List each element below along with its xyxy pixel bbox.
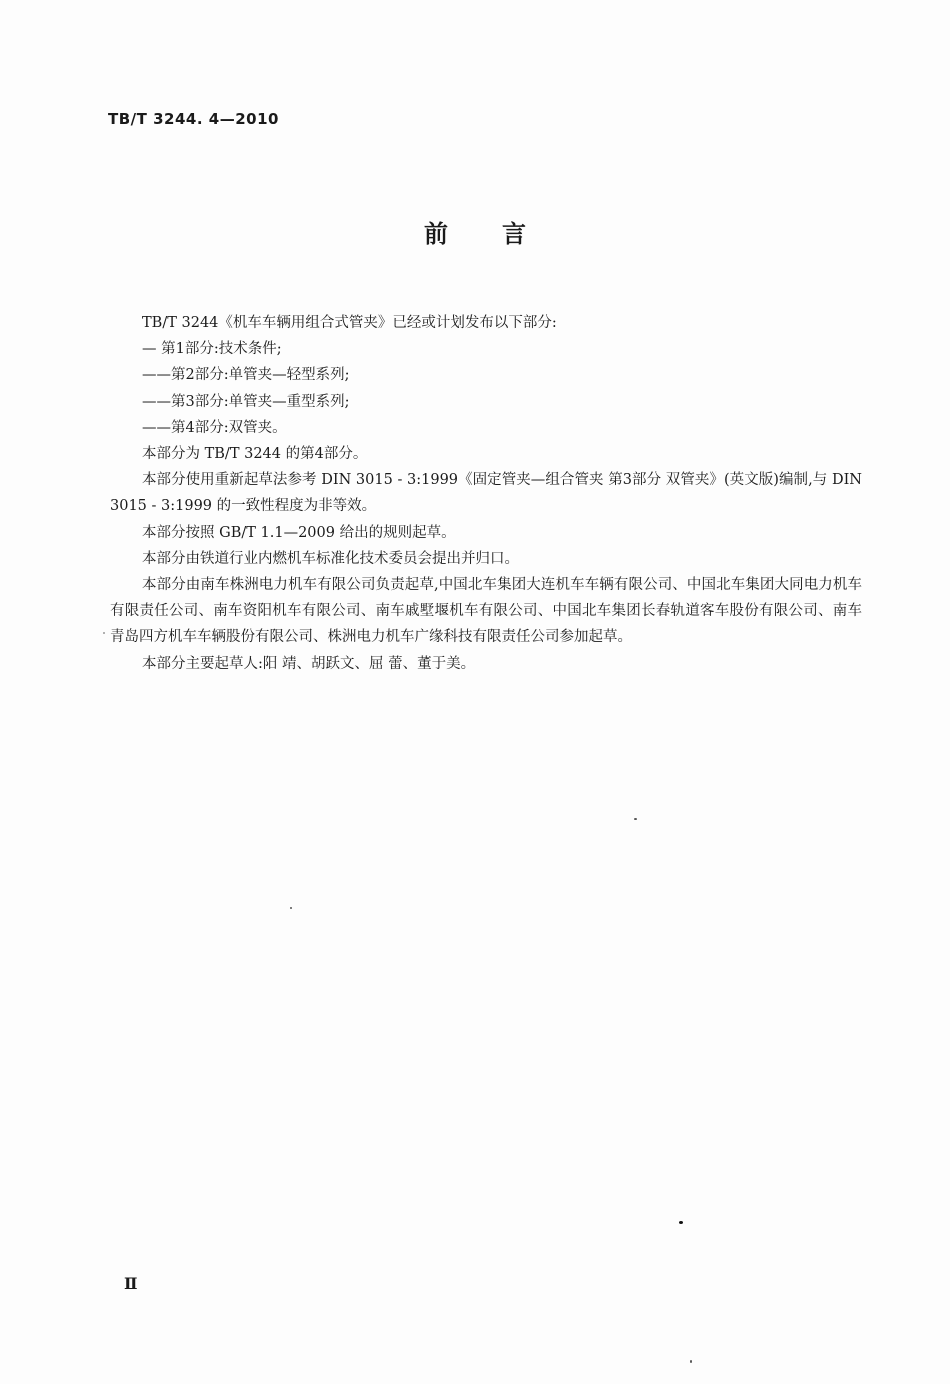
part-statement: 本部分为 TB/T 3244 的第4部分。 [142, 446, 368, 463]
drafting-organizations: 本部分由南车株洲电力机车有限公司负责起草,中国北车集团大连机车车辆有限公司、中国北车集团大同电力机车有限责任公司、南车资阳机车有限公司、南车戚墅堰机车有限公司、中国北车集团长春轨道客车股份有限公司、南车青岛四方机车车辆股份有限公司、株洲电力机车广缘科技有限责任公司参加起草。 [110, 577, 862, 646]
scan-speck [290, 907, 292, 909]
page-number: Ⅱ [124, 1274, 138, 1293]
part-list-item-3: ——第3部分:单管夹—重型系列; [142, 393, 350, 410]
scan-speck [690, 1360, 692, 1363]
part-list-item-4: ——第4部分:双管夹。 [142, 419, 287, 436]
scan-speck [679, 1221, 683, 1224]
part-list-item-2: ——第2部分:单管夹—轻型系列; [142, 367, 350, 384]
intro-paragraph: TB/T 3244《机车车辆用组合式管夹》已经或计划发布以下部分: [142, 315, 557, 331]
proposer-statement: 本部分由铁道行业内燃机车标准化技术委员会提出并归口。 [142, 550, 519, 567]
drafting-rules-statement: 本部分按照 GB/T 1.1—2009 给出的规则起草。 [142, 524, 456, 541]
part-list-item-1: — 第1部分:技术条件; [142, 341, 282, 358]
foreword-body [110, 310, 862, 677]
standard-code: TB/T 3244. 4—2010 [108, 110, 279, 128]
drafters-statement: 本部分主要起草人:阳 靖、胡跃文、屈 蕾、董于美。 [142, 655, 476, 672]
reference-statement: 本部分使用重新起草法参考 DIN 3015 - 3:1999《固定管夹—组合管夹 第3部分 双管夹》(英文版)编制,与 DIN 3015 - 3:1999 的一致性程度为非等效。 [110, 472, 862, 515]
scan-speck [634, 818, 637, 820]
scan-speck [103, 632, 105, 634]
page-title: 前言 [424, 220, 580, 248]
